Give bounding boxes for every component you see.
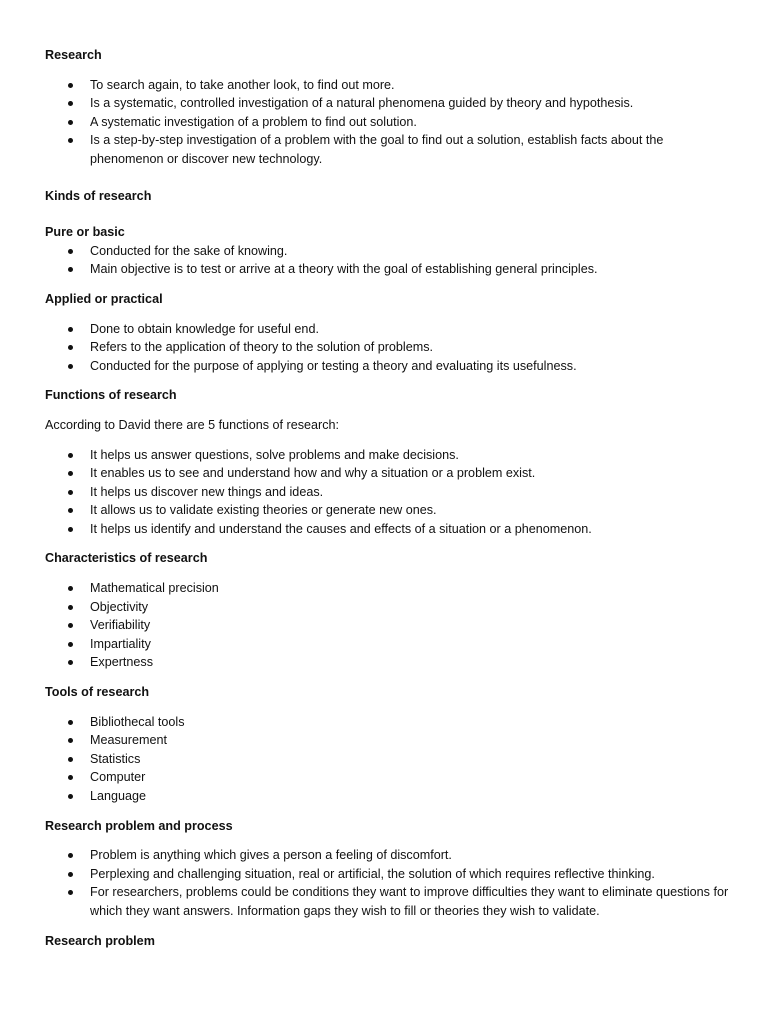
list-item: Bibliothecal tools <box>45 713 735 732</box>
list-item: It helps us discover new things and ideas. <box>45 483 735 502</box>
list-item: Problem is anything which gives a person a feeling of discomfort. <box>45 846 735 865</box>
tools-heading: Tools of research <box>45 685 150 700</box>
characteristics-heading: Characteristics of research <box>45 551 208 566</box>
applied-heading: Applied or practical <box>45 291 163 306</box>
list-item: Computer <box>45 768 735 787</box>
functions-list <box>45 446 735 539</box>
functions-heading: Functions of research <box>45 388 177 403</box>
problem-process-list <box>45 846 735 920</box>
list-item: Language <box>45 787 735 806</box>
pure-heading: Pure or basic <box>45 225 125 240</box>
functions-intro: According to David there are 5 functions of research: <box>45 417 340 432</box>
list-item: It enables us to see and understand how and why a situation or a problem exist. <box>45 464 735 483</box>
pure-list <box>45 242 735 279</box>
list-item: Conducted for the sake of knowing. <box>45 242 735 261</box>
list-item: Perplexing and challenging situation, real or artificial, the solution of which requires reflective thinking. <box>45 865 735 884</box>
research-list <box>45 76 735 169</box>
document-page <box>45 46 735 950</box>
characteristics-list <box>45 579 735 672</box>
applied-list <box>45 320 735 376</box>
list-item: Main objective is to test or arrive at a theory with the goal of establishing general principles. <box>45 260 735 279</box>
list-item: It helps us answer questions, solve problems and make decisions. <box>45 446 735 465</box>
list-item: Refers to the application of theory to the solution of problems. <box>45 338 735 357</box>
list-item: Impartiality <box>45 635 735 654</box>
kinds-heading: Kinds of research <box>45 188 152 203</box>
list-item: Objectivity <box>45 598 735 617</box>
list-item: Conducted for the purpose of applying or testing a theory and evaluating its usefulness. <box>45 357 735 376</box>
list-item: For researchers, problems could be conditions they want to improve difficulties they want to eliminate questions for which they want answers. Information gaps they wish to fill or theories they wish to validate. <box>45 883 735 920</box>
problem-process-heading: Research problem and process <box>45 818 233 833</box>
list-item: Done to obtain knowledge for useful end. <box>45 320 735 339</box>
research-heading: Research <box>45 48 102 62</box>
list-item: Expertness <box>45 653 735 672</box>
list-item: A systematic investigation of a problem to find out solution. <box>45 113 735 132</box>
list-item: To search again, to take another look, to find out more. <box>45 76 735 95</box>
list-item: Is a step-by-step investigation of a problem with the goal to find out a solution, establish facts about the phenomenon or discover new technology. <box>45 131 735 168</box>
list-item: Is a systematic, controlled investigation of a natural phenomena guided by theory and hypothesis. <box>45 94 735 113</box>
list-item: Statistics <box>45 750 735 769</box>
list-item: It helps us identify and understand the causes and effects of a situation or a phenomenon. <box>45 520 735 539</box>
research-problem-heading: Research problem <box>45 933 155 948</box>
list-item: It allows us to validate existing theories or generate new ones. <box>45 501 735 520</box>
list-item: Verifiability <box>45 616 735 635</box>
list-item: Measurement <box>45 731 735 750</box>
list-item: Mathematical precision <box>45 579 735 598</box>
tools-list <box>45 713 735 806</box>
